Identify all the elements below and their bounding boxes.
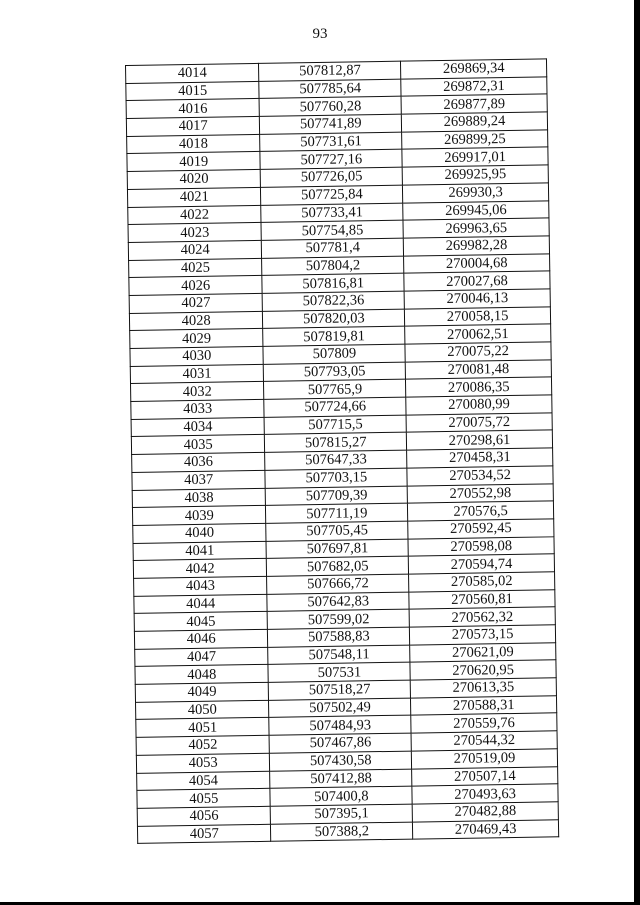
x-coordinate-cell: 507733,41	[261, 203, 403, 223]
x-coordinate-cell: 507467,86	[269, 733, 411, 753]
point-number-cell: 4053	[136, 753, 270, 773]
point-number-cell: 4056	[137, 806, 271, 826]
point-number-cell: 4027	[129, 293, 263, 313]
y-coordinate-cell: 270534,52	[407, 466, 553, 486]
y-coordinate-cell: 269899,25	[402, 130, 548, 150]
x-coordinate-cell: 507388,2	[271, 822, 413, 842]
y-coordinate-cell: 270298,61	[407, 430, 553, 450]
point-number-cell: 4044	[134, 594, 268, 614]
y-coordinate-cell: 270469,43	[413, 819, 559, 839]
x-coordinate-cell: 507816,81	[262, 273, 404, 293]
point-number-cell: 4030	[130, 346, 264, 366]
x-coordinate-cell: 507819,81	[263, 326, 405, 346]
y-coordinate-cell: 270075,72	[406, 413, 552, 433]
x-coordinate-cell: 507430,58	[270, 751, 412, 771]
y-coordinate-cell: 270004,68	[404, 253, 550, 273]
x-coordinate-cell: 507804,2	[262, 256, 404, 276]
x-coordinate-cell: 507812,87	[259, 61, 401, 81]
y-coordinate-cell: 270482,88	[412, 802, 558, 822]
point-number-cell: 4014	[126, 63, 260, 83]
x-coordinate-cell: 507724,66	[264, 397, 406, 417]
y-coordinate-cell: 270552,98	[407, 483, 553, 503]
point-number-cell: 4042	[133, 559, 267, 579]
x-coordinate-cell: 507502,49	[269, 698, 411, 718]
y-coordinate-cell: 270562,32	[409, 607, 555, 627]
point-number-cell: 4023	[128, 223, 262, 243]
x-coordinate-cell: 507765,9	[264, 380, 406, 400]
y-coordinate-cell: 270613,35	[410, 678, 556, 698]
point-number-cell: 4032	[131, 382, 265, 402]
x-coordinate-cell: 507484,93	[269, 716, 411, 736]
x-coordinate-cell: 507809	[263, 344, 405, 364]
x-coordinate-cell: 507599,02	[268, 609, 410, 629]
page-right-edge	[634, 0, 640, 905]
x-coordinate-cell: 507588,83	[268, 627, 410, 647]
y-coordinate-cell: 270621,09	[410, 642, 556, 662]
y-coordinate-cell: 269917,01	[402, 147, 548, 167]
point-number-cell: 4033	[131, 399, 265, 419]
x-coordinate-cell: 507709,39	[266, 486, 408, 506]
y-coordinate-cell: 270573,15	[410, 625, 556, 645]
point-number-cell: 4037	[132, 470, 266, 490]
x-coordinate-cell: 507703,15	[265, 468, 407, 488]
y-coordinate-cell: 270594,74	[408, 554, 554, 574]
y-coordinate-cell: 270519,09	[412, 749, 558, 769]
y-coordinate-cell: 270560,81	[409, 589, 555, 609]
point-number-cell: 4057	[137, 824, 271, 844]
point-number-cell: 4055	[137, 788, 271, 808]
y-coordinate-cell: 270576,5	[408, 501, 554, 521]
y-coordinate-cell: 270585,02	[409, 572, 555, 592]
y-coordinate-cell: 270493,63	[412, 784, 558, 804]
point-number-cell: 4035	[131, 435, 265, 455]
x-coordinate-cell: 507715,5	[264, 415, 406, 435]
y-coordinate-cell: 269925,95	[402, 165, 548, 185]
point-number-cell: 4051	[136, 718, 270, 738]
point-number-cell: 4048	[135, 665, 269, 685]
y-coordinate-cell: 270080,99	[406, 395, 552, 415]
y-coordinate-cell: 269869,34	[401, 59, 547, 79]
point-number-cell: 4017	[126, 116, 260, 136]
y-coordinate-cell: 270058,15	[405, 306, 551, 326]
y-coordinate-cell: 270458,31	[407, 448, 553, 468]
x-coordinate-cell: 507518,27	[269, 680, 411, 700]
y-coordinate-cell: 269872,31	[401, 77, 547, 97]
point-number-cell: 4050	[136, 700, 270, 720]
point-number-cell: 4026	[129, 276, 263, 296]
y-coordinate-cell: 270507,14	[412, 766, 558, 786]
point-number-cell: 4016	[126, 99, 260, 119]
point-number-cell: 4041	[133, 541, 267, 561]
x-coordinate-cell: 507785,64	[259, 79, 401, 99]
x-coordinate-cell: 507412,88	[270, 769, 412, 789]
point-number-cell: 4031	[130, 364, 264, 384]
x-coordinate-cell: 507642,83	[267, 592, 409, 612]
point-number-cell: 4022	[128, 205, 262, 225]
point-number-cell: 4052	[136, 735, 270, 755]
y-coordinate-cell: 269945,06	[403, 200, 549, 220]
x-coordinate-cell: 507711,19	[266, 503, 408, 523]
x-coordinate-cell: 507647,33	[265, 450, 407, 470]
y-coordinate-cell: 270086,35	[406, 377, 552, 397]
coordinates-table-body	[126, 59, 559, 844]
y-coordinate-cell: 269889,24	[402, 112, 548, 132]
y-coordinate-cell: 270588,31	[411, 696, 557, 716]
x-coordinate-cell: 507793,05	[264, 362, 406, 382]
point-number-cell: 4045	[134, 612, 268, 632]
point-number-cell: 4025	[129, 258, 263, 278]
point-number-cell: 4024	[128, 240, 262, 260]
point-number-cell: 4040	[133, 523, 267, 543]
y-coordinate-cell: 270620,95	[410, 660, 556, 680]
point-number-cell: 4043	[134, 576, 268, 596]
y-coordinate-cell: 270544,32	[411, 731, 557, 751]
y-coordinate-cell: 270559,76	[411, 713, 557, 733]
x-coordinate-cell: 507741,89	[260, 114, 402, 134]
y-coordinate-cell: 270062,51	[405, 324, 551, 344]
y-coordinate-cell: 269930,3	[403, 183, 549, 203]
x-coordinate-cell: 507822,36	[263, 291, 405, 311]
x-coordinate-cell: 507531	[268, 662, 410, 682]
x-coordinate-cell: 507727,16	[260, 150, 402, 170]
y-coordinate-cell: 269877,89	[401, 94, 547, 114]
point-number-cell: 4021	[127, 187, 261, 207]
x-coordinate-cell: 507395,1	[271, 804, 413, 824]
x-coordinate-cell: 507731,61	[260, 132, 402, 152]
y-coordinate-cell: 269982,28	[403, 236, 549, 256]
x-coordinate-cell: 507666,72	[267, 574, 409, 594]
point-number-cell: 4046	[134, 629, 268, 649]
point-number-cell: 4049	[135, 682, 269, 702]
y-coordinate-cell: 270027,68	[404, 271, 550, 291]
point-number-cell: 4039	[132, 506, 266, 526]
page-number: 93	[312, 26, 328, 42]
x-coordinate-cell: 507726,05	[261, 167, 403, 187]
point-number-cell: 4036	[132, 452, 266, 472]
x-coordinate-cell: 507697,81	[266, 539, 408, 559]
y-coordinate-cell: 270075,22	[405, 342, 551, 362]
coordinates-table	[125, 58, 559, 844]
x-coordinate-cell: 507705,45	[266, 521, 408, 541]
y-coordinate-cell: 269963,65	[403, 218, 549, 238]
x-coordinate-cell: 507760,28	[259, 97, 401, 117]
x-coordinate-cell: 507815,27	[265, 433, 407, 453]
point-number-cell: 4028	[129, 311, 263, 331]
point-number-cell: 4018	[127, 134, 261, 154]
point-number-cell: 4038	[132, 488, 266, 508]
x-coordinate-cell: 507548,11	[268, 645, 410, 665]
point-number-cell: 4019	[127, 152, 261, 172]
point-number-cell: 4015	[126, 81, 260, 101]
point-number-cell: 4020	[127, 170, 261, 190]
point-number-cell: 4047	[135, 647, 269, 667]
y-coordinate-cell: 270081,48	[405, 360, 551, 380]
x-coordinate-cell: 507682,05	[267, 556, 409, 576]
y-coordinate-cell: 270046,13	[404, 289, 550, 309]
point-number-cell: 4054	[137, 771, 271, 791]
point-number-cell: 4029	[130, 329, 264, 349]
x-coordinate-cell: 507820,03	[263, 309, 405, 329]
x-coordinate-cell: 507754,85	[261, 220, 403, 240]
x-coordinate-cell: 507400,8	[270, 786, 412, 806]
point-number-cell: 4034	[131, 417, 265, 437]
x-coordinate-cell: 507781,4	[262, 238, 404, 258]
y-coordinate-cell: 270598,08	[408, 536, 554, 556]
y-coordinate-cell: 270592,45	[408, 519, 554, 539]
x-coordinate-cell: 507725,84	[261, 185, 403, 205]
